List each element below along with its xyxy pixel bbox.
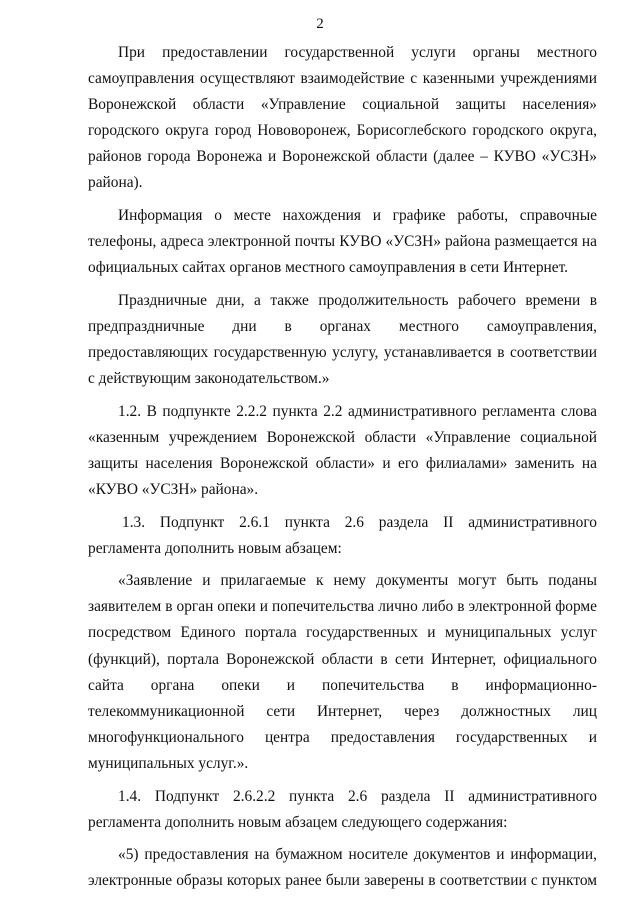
paragraph-interaction-uszn: При предоставлении государственной услуги органы местного самоуправления осуществляют взаимодействие с казенными учреждениями Воронежской области «Управление социальной защиты населения» городского округа город Нововоронеж, Борисоглебского городского округа, районов города Воронежа и Воронежской области (далее – КУВО «УСЗН» района). (88, 44, 597, 192)
paragraph-application-submission: «Заявление и прилагаемые к нему документы могут быть поданы заявителем в орган опеки и попечительства лично либо в электронной форме посредством Единого портала государственных и муниципальных услуг (функций), портала Воронежской области в сети Интернет, официального сайта органа опеки и попечительства в информационно-телекоммуникационной сети Интернет, через должностных лиц многофункционального центра предоставления государственных и муниципальных услуг.». (88, 572, 597, 772)
paragraph-item-1-2: 1.2. В подпункте 2.2.2 пункта 2.2 административного регламента слова «казенным учреждением Воронежской области «Управление социальной защиты населения Воронежской области» и его филиалами» заменить на «КУВО «УСЗН» района». (88, 402, 597, 498)
paragraph-item-1-4: 1.4. Подпункт 2.6.2.2 пункта 2.6 раздела II административного регламента дополнить новым абзацем следующего содержания: (88, 787, 597, 831)
document-body (88, 40, 597, 894)
paragraph-contact-info: Информация о месте нахождения и графике работы, справочные телефоны, адреса электронной почты КУВО «УСЗН» района размещается на официальных сайтах органов местного самоуправления в сети Интернет. (88, 207, 597, 277)
paragraph-item-5-paper-documents: «5) предоставления на бумажном носителе документов и информации, электронные образы которых ранее были заверены в соответствии с пунктом (88, 846, 597, 890)
paragraph-holidays: Праздничные дни, а также продолжительность рабочего времени в предпраздничные дни в органах местного самоуправления, предоставляющих государственную услугу, устанавливается в соответствии с действующим законодательством.» (88, 291, 597, 388)
page-number: 2 (316, 16, 324, 32)
paragraph-item-1-3: 1.3. Подпункт 2.6.1 пункта 2.6 раздела II административного регламента дополнить новым абзацем: (88, 513, 597, 557)
